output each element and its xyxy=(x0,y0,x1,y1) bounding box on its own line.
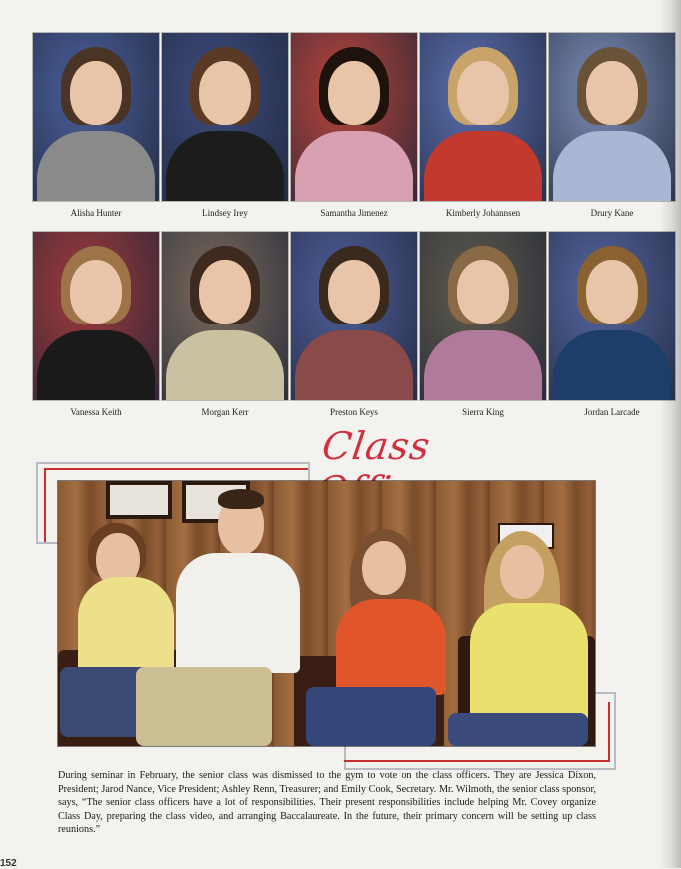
portrait-name: Jordan Larcade xyxy=(584,407,640,417)
person-2-hair xyxy=(218,489,264,509)
portrait-photo xyxy=(162,232,288,400)
portrait-shirt xyxy=(295,131,413,201)
page-number: 152 xyxy=(0,858,17,869)
caption-paragraph: During seminar in February, the senior class was dismissed to the gym to vote on the class officers. They are Jessica Dixon, President; Jarod Nance, Vice President; Ashley Renn, Treasurer; and Emily Cook, Secretary. Mr. Wilmoth, the senior class sponsor, says, “The senior class officers have a lot of responsibilities. Their present responsibilities include helping Mr. Covey organize Class Day, preparing the class video, and arranging Baccalaureate. In the future, their primary concern will be setting up class reunions.” xyxy=(58,770,596,835)
portrait-photo xyxy=(420,33,546,201)
portrait-face xyxy=(70,61,122,125)
portrait-card xyxy=(291,33,417,218)
portrait-face xyxy=(457,260,509,324)
portrait-card xyxy=(420,232,546,417)
class-officers-photo xyxy=(58,481,595,746)
wall-frame-left xyxy=(106,481,172,519)
portrait-name: Preston Keys xyxy=(330,407,378,417)
portrait-card xyxy=(549,232,675,417)
portrait-grid xyxy=(33,33,675,423)
portrait-shirt xyxy=(37,330,155,400)
portrait-shirt xyxy=(553,131,671,201)
portrait-shirt xyxy=(166,131,284,201)
portrait-name: Alisha Hunter xyxy=(70,208,122,218)
section-title: Class xyxy=(319,424,434,468)
portrait-shirt xyxy=(166,330,284,400)
portrait-shirt xyxy=(37,131,155,201)
portrait-face xyxy=(586,61,638,125)
person-1-sweater xyxy=(78,577,174,673)
portrait-face xyxy=(199,61,251,125)
portrait-photo xyxy=(291,232,417,400)
portrait-shirt xyxy=(295,330,413,400)
portrait-name: Vanessa Keith xyxy=(70,407,122,417)
portrait-card xyxy=(549,33,675,218)
person-4-jeans xyxy=(448,713,588,746)
portrait-face xyxy=(457,61,509,125)
portrait-face xyxy=(199,260,251,324)
portrait-photo xyxy=(33,232,159,400)
portrait-photo xyxy=(33,33,159,201)
portrait-face xyxy=(70,260,122,324)
portrait-card xyxy=(162,33,288,218)
portrait-name: Lindsey Irey xyxy=(202,208,248,218)
portrait-card xyxy=(33,33,159,218)
person-3-sweater xyxy=(336,599,446,695)
person-3-jeans xyxy=(306,687,436,746)
portrait-name: Morgan Kerr xyxy=(201,407,249,417)
portrait-shirt xyxy=(424,330,542,400)
portrait-shirt xyxy=(424,131,542,201)
portrait-photo xyxy=(162,33,288,201)
portrait-photo xyxy=(420,232,546,400)
person-4-sweater xyxy=(470,603,588,723)
portrait-shirt xyxy=(553,330,671,400)
person-4-head xyxy=(500,545,544,599)
person-2-pants xyxy=(136,667,272,746)
portrait-name: Drury Kane xyxy=(590,208,634,218)
person-3-head xyxy=(362,541,406,595)
portrait-name: Samantha Jimenez xyxy=(320,208,388,218)
portrait-photo xyxy=(291,33,417,201)
portrait-card xyxy=(420,33,546,218)
portrait-face xyxy=(586,260,638,324)
portrait-face xyxy=(328,260,380,324)
portrait-card xyxy=(33,232,159,417)
portrait-name: Sierra King xyxy=(462,407,504,417)
portrait-card xyxy=(291,232,417,417)
person-2-shirt xyxy=(176,553,300,673)
portrait-card xyxy=(162,232,288,417)
portrait-photo xyxy=(549,33,675,201)
portrait-name: Kimberly Johannsen xyxy=(445,208,521,218)
portrait-face xyxy=(328,61,380,125)
portrait-photo xyxy=(549,232,675,400)
